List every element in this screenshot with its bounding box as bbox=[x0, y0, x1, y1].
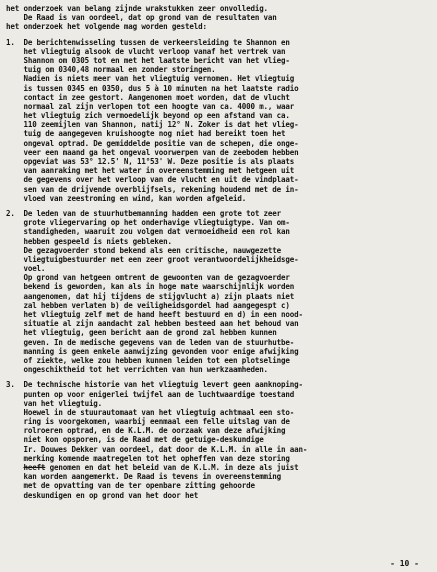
text-line: of ziekte, welke zou hebben kunnen leiden tot een plotselinge bbox=[6, 355, 290, 365]
text-line: opgeviat was 53° 12.5' N, 11°53' W. Deze positie is als plaats bbox=[6, 157, 295, 166]
text-line: ring is voorgekomen, waarbij eenmaal een felle uitslag van de bbox=[6, 417, 290, 427]
text-line: De gezagvoerder stond bekend als een critische, nauwgezette bbox=[6, 245, 282, 255]
text-line: 110 zeemijlen van Shannon, natij 12° N. Zoker is dat het vlieg- bbox=[6, 120, 299, 130]
text-line: vliegtuigbestuurder met een zeer groot verantwoordelijkheidsge- bbox=[6, 254, 299, 264]
text-line: het vliegtuig zelf met de hand heeft bestuurd en d) in een nood- bbox=[6, 310, 303, 319]
text-line: 1. De berichtenwisseling tussen de verkeersleiding te Shannon en bbox=[6, 37, 290, 47]
text-line: van het vliegtuig. bbox=[6, 398, 103, 408]
text-line: 2. De leden van de stuurhutbemanning hadden een grote tot zeer bbox=[6, 208, 282, 218]
text-line: het onderzoek het volgende mag worden gesteld: bbox=[6, 22, 207, 32]
text-line: de gegevens over het verloop van de vlucht en uit de vindplaat- bbox=[6, 175, 299, 185]
text-line: Op grond van hetgeen omtrent de gewoonten van de gezagvoerder bbox=[6, 273, 290, 283]
text-line: grote vliegervaring op het onderhavige vliegtuigtype. Van om- bbox=[6, 218, 290, 228]
text-line: 3. De technische historie van het vliegtuig levert geen aanknoping- bbox=[6, 380, 303, 390]
text-line: niet kon opsporen, is de Raad met de getuige-deskundige bbox=[6, 435, 264, 445]
text-line: merking komende maatregelen tot het opheffen van deze storing bbox=[6, 453, 290, 463]
text-line: zal hebben verlaten b) de veiligheidsgordel had aangegespt c) bbox=[6, 300, 290, 310]
section-2 bbox=[6, 209, 431, 374]
text-line: Nadien is niets meer van het vliegtuig vernomen. Het vliegtuig bbox=[6, 74, 295, 84]
text-line: het vliegtuig, geen bericht aan de grond zal hebben kunnen bbox=[6, 328, 277, 338]
text-line: Hoewel in de stuurautomaat van het vliegtuig achtmaal een sto- bbox=[6, 407, 295, 417]
text-line: sen van de drijvende overblijfsels, rekening houdend met de in- bbox=[6, 184, 299, 194]
text-line: vloed van zeestroming en wind, kan worden afgeleid. bbox=[6, 193, 247, 203]
text-line: punten op voor enigerlei twijfel aan de luchtwaardige toestand bbox=[6, 389, 295, 399]
page-number: - 10 - bbox=[390, 559, 419, 568]
text-line: tuig om 0340,48 normaal en zonder storingen. bbox=[6, 65, 216, 75]
text-line: Ir. Douwes Dekker van oordeel, dat door de K.L.M. in alle in aan- bbox=[6, 444, 308, 454]
text-line: kan worden aangemerkt. De Raad is tevens in overeenstemming bbox=[6, 472, 282, 482]
intro-paragraph bbox=[6, 4, 431, 32]
text-line: voel. bbox=[6, 264, 46, 274]
struck-word: heeft bbox=[23, 463, 46, 472]
text-line: manning is geen enkele aanwijzing gevonden voor enige afwijking bbox=[6, 346, 299, 356]
text-line: deskundigen en op grond van het door het bbox=[6, 490, 199, 500]
text-line: De Raad is van oordeel, dat op grond van de resultaten van bbox=[6, 13, 277, 23]
text-line: bekend is geworden, kan als in hoge mate waarschijnlijk worden bbox=[6, 282, 295, 292]
text-line: het vliegtuig alsook de vlucht verloop vanaf het vertrek van bbox=[6, 46, 286, 56]
section-1 bbox=[6, 38, 431, 203]
text-line: contact in zee gestort. Aangenomen moet worden, dat de vlucht bbox=[6, 92, 290, 102]
text-line: aangenomen, dat hij tijdens de stijgvlucht a) zijn plaats niet bbox=[6, 291, 295, 301]
text-line: heeft genomen en dat het beleid van de K.L.M. in deze als juist bbox=[23, 463, 299, 472]
text-line: Shannon om 0305 tot en met het laatste bericht van het vlieg- bbox=[6, 55, 290, 65]
text-line: standigheden, waaruit zou volgen dat vermoeidheid een rol kan bbox=[6, 227, 290, 237]
text-line: het onderzoek van belang zijnde wrakstukken zeer onvolledig. bbox=[6, 4, 268, 13]
text-line: normaal zal zijn verlopen tot een hoogte van ca. 4000 m., waar bbox=[6, 101, 295, 111]
text-line: situatie al zijn aandacht zal hebben besteed aan het behoud van bbox=[6, 319, 299, 329]
section-3 bbox=[6, 380, 431, 499]
text-line: tuig de aangegeven kruishoogte nog niet had bereikt toen het bbox=[6, 129, 286, 139]
text-line: rolroeren optrad, en de K.L.M. de oorzaak van deze afwijking bbox=[6, 426, 286, 436]
text-line: hebben gespeeld is niets gebleken. bbox=[6, 236, 172, 246]
text-line: veer een maand ga het ongeval voorwerpen van de zeebodem hebben bbox=[6, 147, 299, 157]
text-line: is tussen 0345 en 0350, dus 5 à 10 minuten na het laatste radio bbox=[6, 83, 299, 93]
text-line: ongeval optrad. De gemiddelde positie van de schepen, die onge- bbox=[6, 138, 299, 148]
text-line: ongeschiktheid tot het verrichten van hun werkzaamheden. bbox=[6, 365, 268, 375]
text-line: het vliegtuig zich vermoedelijk beyond op een afstand van ca. bbox=[6, 111, 290, 121]
text-line: met de opvatting van de ter openbare zitting gehoorde bbox=[6, 481, 255, 491]
text-line: geven. In de medische gegevens van de leden van de stuurhutbe- bbox=[6, 337, 295, 347]
text-line: van aanraking met het water in overeenstemming met hetgeen uit bbox=[6, 166, 295, 176]
